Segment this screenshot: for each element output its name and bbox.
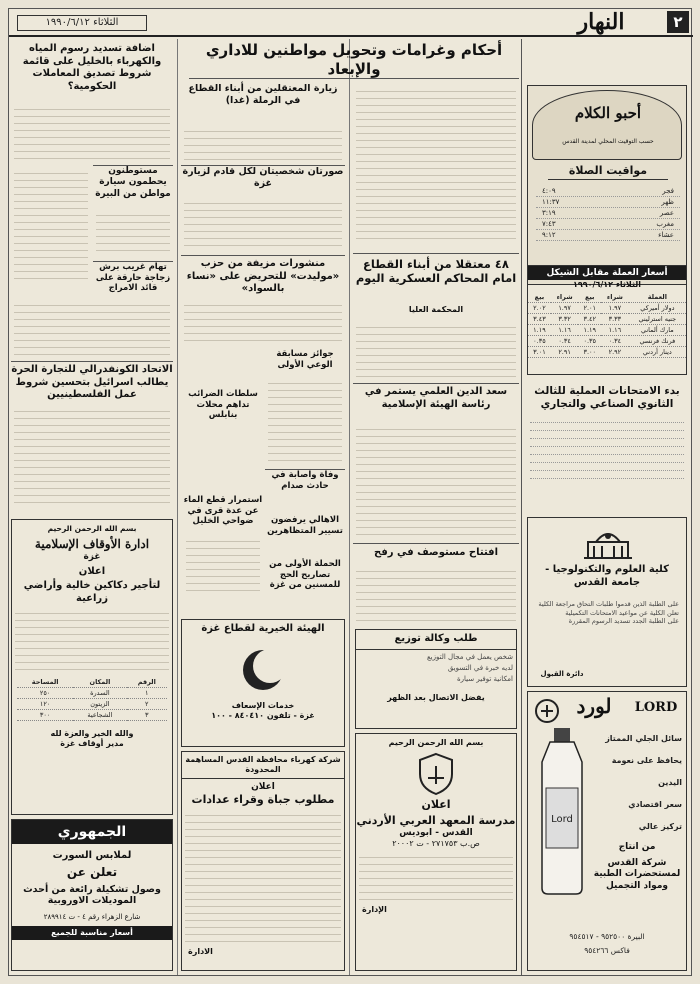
exams-article	[527, 383, 687, 513]
currency-rates-box	[527, 265, 687, 375]
court-body	[353, 319, 519, 379]
lord-phone: البيرة ٩٥٢٥٠٠ - ٩٥٤٥١٧	[569, 932, 645, 941]
prayer-row: عشاء ٩:١٢	[536, 230, 680, 241]
prayer-subtitle: مواقيت الصلاة	[548, 164, 668, 180]
college-ad	[527, 517, 687, 687]
currency-row: دولار أميركي ١.٩٧ ٢.٠١ ١.٩٧ ٢.٠٢	[528, 303, 686, 314]
elec-title: شركة كهرباء محافظة القدس المساهمة المحدودة	[182, 752, 344, 779]
awqaf-place: غزة	[83, 552, 101, 563]
agency-item: امكانية توفير سيارة	[457, 674, 513, 683]
college-ad-item: على الطلبة الذين قدموا طلبات التحاق مراجعة الكلية	[538, 600, 679, 608]
column-3	[177, 39, 347, 975]
awqaf-body	[12, 605, 172, 677]
prayer-row: مغرب ٧:٤٣	[536, 219, 680, 230]
lord-fax: فاكس ٩٥٤٢٦٦	[584, 946, 630, 955]
charity-ad	[181, 619, 345, 747]
crescent-icon	[238, 645, 288, 695]
college-ad-item: تعلن الكلية عن مواعيد الامتحانات التكميلية	[565, 608, 679, 617]
awqaf-title: ادارة الأوقاف الإسلامية	[34, 537, 150, 552]
awqaf-sub: اعلان	[78, 565, 106, 577]
institute-crest-icon	[416, 752, 456, 796]
col4-body1	[11, 101, 173, 163]
awqaf-row: ٢ الزيتون ١٢٠	[17, 699, 167, 710]
agency-title: طلب وكالة توزيع	[356, 630, 516, 650]
jumhuri-line2: تعلن عن	[66, 864, 118, 879]
prayer-row: فجر ٤:٠٩	[536, 186, 680, 197]
col3-body1	[181, 123, 345, 163]
institute-ad	[355, 733, 517, 971]
institute-basmala: بسم الله الرحمن الرحيم	[388, 738, 484, 747]
college-ad-title: كلية العلوم والتكنولوجيا - جامعة القدس	[545, 564, 669, 588]
awqaf-basmala: بسم الله الرحمن الرحيم	[47, 524, 137, 533]
currency-row: جنيه استرليني ٣.٣٣ ٣.٤٢ ٣.٣٢ ٣.٤٣	[528, 314, 686, 325]
elec-body	[182, 807, 344, 947]
col3-body4	[265, 375, 345, 465]
elec-sub: اعلان	[251, 782, 275, 792]
awqaf-ad	[11, 519, 173, 815]
awqaf-headline: لتأجير دكاكين خالية وأراضي زراعية	[23, 580, 161, 604]
agency-footer: يفضل الاتصال بعد الظهر	[387, 692, 485, 702]
prayer-calligraphy: أحبو الكلام	[574, 104, 642, 122]
col4-headline3: تهام غريب برش زجاجة حارقة على قائد الامراج	[93, 261, 173, 295]
jumhuri-ad	[11, 819, 173, 971]
charity-service: خدمات الإسعاف	[231, 700, 295, 710]
currency-row: مارك ألماني ١.١٦ ١.١٩ ١.١٦ ١.١٩	[528, 325, 686, 336]
lord-detergent-ad	[527, 691, 687, 971]
issue-date: الثلاثاء ١٩٩٠/٦/١٢	[17, 15, 147, 31]
main-headline: أحكام وغرامات وتحويل مواطنين للاداري والإبعاد	[189, 39, 519, 79]
institute-place: القدس - ابوديس	[399, 827, 473, 838]
awqaf-table	[17, 677, 167, 721]
lord-feature: سائل الجلي الممتاز	[605, 734, 682, 743]
university-building-icon	[580, 524, 636, 560]
currency-row: دينار أردني ٢.٩٢ ٣.٠٠ ٢.٩١ ٣.٠١	[528, 347, 686, 358]
jumhuri-line3: وصول تشكيلة رائعة من أحدث الموديلات الاوروبية	[23, 883, 161, 907]
column-right	[521, 39, 691, 975]
institute-body	[356, 849, 516, 905]
col3-headline1: زيارة المعتقلين من أبناء القطاع في الرملة (غدا)	[188, 83, 338, 106]
currency-date: الثلاثاء ١٩٩٠/٦/١٢	[573, 280, 641, 289]
svg-text:Lord: Lord	[551, 814, 573, 825]
currency-row: فرنك فرنسي ٠.٣٤ ٠.٣٥ ٠.٣٤ ٠.٣٥	[528, 336, 686, 347]
main-article-body	[353, 83, 519, 253]
institute-name: مدرسة المعهد العربي الأردني	[356, 813, 516, 827]
college-ad-items	[532, 598, 682, 668]
col4-body4	[11, 297, 173, 359]
court-subhead: المحكمة العليا	[408, 305, 464, 314]
prayer-row: عصر ٣:١٩	[536, 208, 680, 219]
institute-footer: الإدارة	[362, 904, 387, 914]
lord-producer: شركة القدس لمستحضرات الطبية ومواد التجميل	[593, 858, 681, 891]
college-ad-footer: دائرة القبول	[540, 670, 584, 678]
col3-headline9: الحملة الأولى من تصاريح الحج للمسنين من غزة	[269, 559, 341, 591]
awqaf-row: ١ السدرة ٢٥٠	[17, 688, 167, 699]
col4-body5	[11, 403, 173, 513]
awqaf-header-row: الرقم المكان المساحة	[17, 677, 167, 688]
col4-headline1: اضافة تسديد رسوم المياه والكهرباء بالخليل على قائمة شروط تصديق المعاملات الحكومية؟	[22, 43, 162, 92]
newspaper-page	[8, 8, 692, 976]
col4-headline4: الاتحاد الكونفدرالي للتجارة الحرة يطالب اسرائيل بتحسين شروط عمل الفلسطينيين	[11, 361, 173, 401]
col3-body5	[183, 533, 263, 593]
col3-headline5: سلطات الضرائب تداهم محلات بنابلس	[188, 389, 258, 421]
page-header	[9, 9, 693, 37]
release-body	[353, 421, 519, 541]
agency-item: لديه خبرة في التسويق	[447, 663, 513, 672]
col3-headline7: الاهالي يرفضون تسيير المتظاهرين	[267, 515, 343, 536]
lord-brand-en: LORD	[634, 700, 678, 715]
elec-headline: مطلوب جباة وقراء عدادات	[191, 793, 335, 807]
lord-features	[592, 728, 682, 838]
exams-headline: بدء الامتحانات العملية للثالث الثانوي الصناعي والتجاري	[534, 385, 680, 411]
col3-headline6: وفاة واصابة في حادث صدام	[265, 469, 345, 497]
agency-wanted-box	[355, 629, 517, 729]
charity-phone: غزة - تلفون ٨٤٠٤١٠ - ١٠٠	[211, 710, 315, 720]
awqaf-row: ٣ الشجاعية ٣٠٠	[17, 710, 167, 721]
col3-body3	[181, 297, 345, 347]
exams-body	[527, 413, 687, 503]
currency-title: أسعار العملة مقابل الشيكل	[528, 266, 686, 280]
col4-body3	[93, 207, 173, 257]
lord-feature: يحافظ على نعومة اليدين	[611, 756, 682, 787]
jumhuri-phone: شارع الزهراء رقم ٤ - ت ٢٨٩٩١٤	[43, 913, 141, 922]
newspaper-logo: النهار	[577, 9, 625, 35]
jumhuri-footer: أسعار مناسبة للجميع	[12, 926, 172, 940]
college-ad-item: على الطلبة الجدد تسديد الرسوم المقررة	[568, 617, 679, 626]
elec-footer: الادارة	[188, 947, 213, 956]
col3-body2	[181, 195, 345, 253]
institute-phone: ص.ب ٢٧١٧٥٣ - ت ٢٠٠٠٢	[392, 838, 480, 848]
prayer-row: ظهر ١١:٣٧	[536, 197, 680, 208]
col3-headline8: استمرار قطع الماء عن عدة قرى في ضواحي الخليل	[183, 495, 263, 527]
col3-headline2: صورتان شخصيتان لكل قادم لزيارة غزة	[181, 165, 345, 193]
col4-headline2: مستوطنون يحطمون سيارة مواطن من البيرة	[93, 165, 173, 205]
col4-body2	[11, 165, 91, 285]
currency-table	[528, 292, 686, 358]
court-headline: ٤٨ معتقلا من أبناء القطاع امام المحاكم العسكرية اليوم	[353, 253, 519, 303]
release-headline: سعد الدين العلمي يستمر في رئاسة الهيئة الإسلامية	[353, 383, 519, 419]
agency-item: شخص يعمل في مجال التوزيع	[426, 652, 513, 661]
awqaf-sign: والله الخير والعزة لله	[50, 729, 134, 739]
jumhuri-line1: لملابس السورت	[52, 850, 132, 861]
col3-headline3: منشورات مزيفة من حزب «موليدت» للتحريض على «نساء بالسواد»	[181, 255, 345, 295]
awqaf-signer: مدير أوقاف غزة	[60, 739, 124, 749]
lord-feature: تركيز عالي	[638, 822, 682, 831]
page-number: ٢	[667, 11, 689, 33]
electricity-ad	[181, 751, 345, 971]
column-4	[7, 39, 175, 975]
lord-brand-ar: لورد	[576, 694, 612, 718]
currency-header-row: العملة شراء بيع شراء بيع	[528, 292, 686, 303]
lord-bottle-image	[536, 728, 588, 896]
prayer-times-box	[527, 85, 687, 285]
opening-body	[353, 563, 519, 623]
col3-headline4: جوائز مسابقة الوعي الأولى	[276, 349, 334, 370]
charity-title: الهيئة الخيرية لقطاع غزة	[201, 623, 325, 634]
agency-items	[356, 650, 516, 687]
opening-headline: افتتاح مستوصف في رفح	[353, 543, 519, 561]
jumhuri-title: الجمهوري	[12, 820, 172, 844]
prayer-caption: حسب التوقيت المحلي لمدينة القدس	[562, 138, 654, 145]
lord-feature: سعر اقتصادي	[628, 800, 682, 809]
lord-logo-icon	[534, 698, 560, 724]
institute-title: اعلان	[421, 798, 451, 811]
lord-producer-title: من انتاج	[618, 842, 656, 852]
